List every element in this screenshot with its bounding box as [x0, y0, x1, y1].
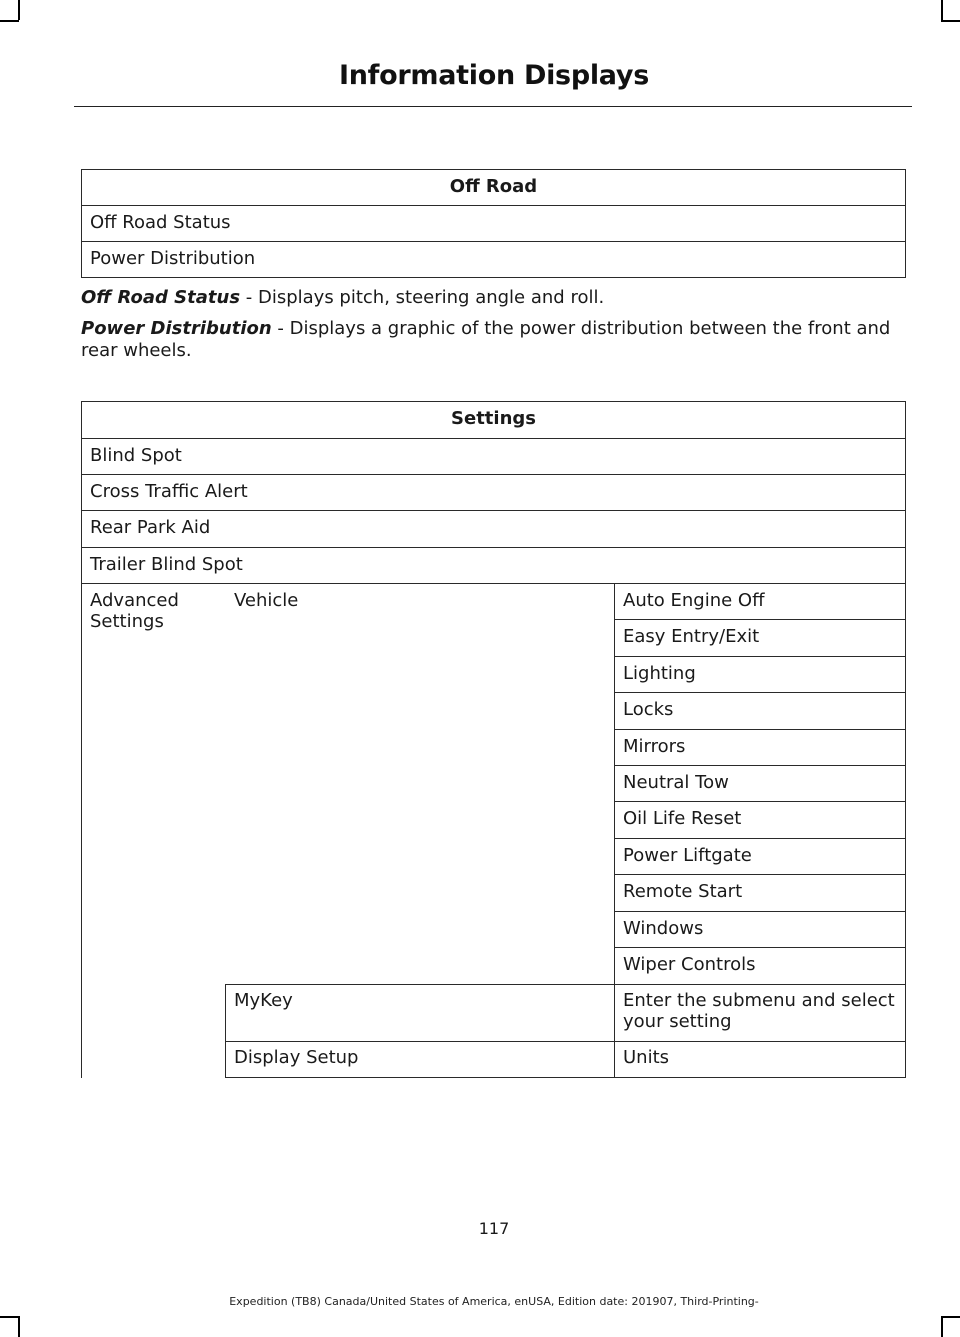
- vehicle-item: Mirrors: [623, 735, 686, 757]
- settings-row: Blind Spot: [82, 439, 906, 475]
- page-title: Information Displays: [339, 60, 649, 91]
- crop-mark: [18, 0, 20, 20]
- row-divider: [614, 838, 906, 839]
- row-divider: [614, 692, 906, 693]
- settings-row: Rear Park Aid: [82, 511, 906, 548]
- off-road-row: Power Distribution: [82, 242, 906, 278]
- description-power-distribution: [81, 318, 911, 362]
- vehicle-item: Remote Start: [623, 881, 743, 903]
- settings-heading: Settings: [82, 402, 906, 439]
- row-divider: [614, 765, 906, 766]
- mykey-label: MyKey: [234, 990, 293, 1011]
- description-text: - Displays pitch, steering angle and roll.: [240, 287, 605, 308]
- description-text: - Displays a graphic of the power distribution between the front and rear wheels.: [81, 318, 891, 361]
- vehicle-item: Wiper Controls: [623, 954, 756, 975]
- crop-mark: [941, 1316, 943, 1337]
- description-off-road-status: [81, 287, 911, 309]
- row-divider: [614, 656, 906, 657]
- row-divider: [225, 984, 906, 985]
- vehicle-item: Oil Life Reset: [623, 808, 742, 830]
- off-road-row: Off Road Status: [82, 206, 906, 242]
- page-number: 117: [478, 1219, 510, 1238]
- vehicle-item: Lighting: [623, 662, 696, 684]
- row-divider: [614, 874, 906, 875]
- crop-mark: [18, 1316, 20, 1337]
- table-bottom-border: [225, 1077, 906, 1078]
- crop-mark: [0, 20, 19, 22]
- row-divider: [614, 619, 906, 620]
- vehicle-item: Windows: [623, 917, 704, 939]
- footer-text: Expedition (TB8) Canada/United States of America, enUSA, Edition date: 201907, Third-Printing-: [229, 1295, 759, 1308]
- crop-mark: [941, 1316, 960, 1318]
- table-border-left: [81, 583, 82, 1078]
- row-divider: [225, 1041, 906, 1042]
- vehicle-item: Auto Engine Off: [623, 590, 765, 611]
- mykey-value: Enter the submenu and select your setting: [623, 990, 895, 1032]
- display-setup-value: Units: [623, 1047, 670, 1068]
- vehicle-item: Easy Entry/Exit: [623, 626, 760, 648]
- display-setup-label: Display Setup: [234, 1047, 359, 1068]
- title-divider: [74, 106, 912, 107]
- crop-mark: [941, 0, 943, 20]
- settings-table: [81, 401, 906, 584]
- crop-mark: [941, 20, 960, 22]
- vehicle-label: Vehicle: [234, 590, 299, 611]
- row-divider: [614, 729, 906, 730]
- vehicle-item: Power Liftgate: [623, 844, 752, 866]
- table-border-right: [905, 583, 906, 1078]
- vehicle-item: Locks: [623, 699, 674, 721]
- column-divider: [225, 984, 226, 1078]
- advanced-settings-label: Advanced Settings: [90, 590, 179, 632]
- settings-row: Cross Traffic Alert: [82, 475, 906, 511]
- column-divider: [614, 583, 615, 1078]
- row-divider: [614, 911, 906, 912]
- off-road-table: [81, 169, 906, 278]
- crop-mark: [0, 1316, 19, 1318]
- description-term: Off Road Status: [81, 287, 241, 308]
- settings-row: Trailer Blind Spot: [82, 548, 906, 584]
- off-road-heading: Off Road: [82, 170, 906, 206]
- description-term: Power Distribution: [81, 318, 272, 339]
- row-divider: [614, 947, 906, 948]
- row-divider: [614, 801, 906, 802]
- vehicle-item: Neutral Tow: [623, 772, 729, 793]
